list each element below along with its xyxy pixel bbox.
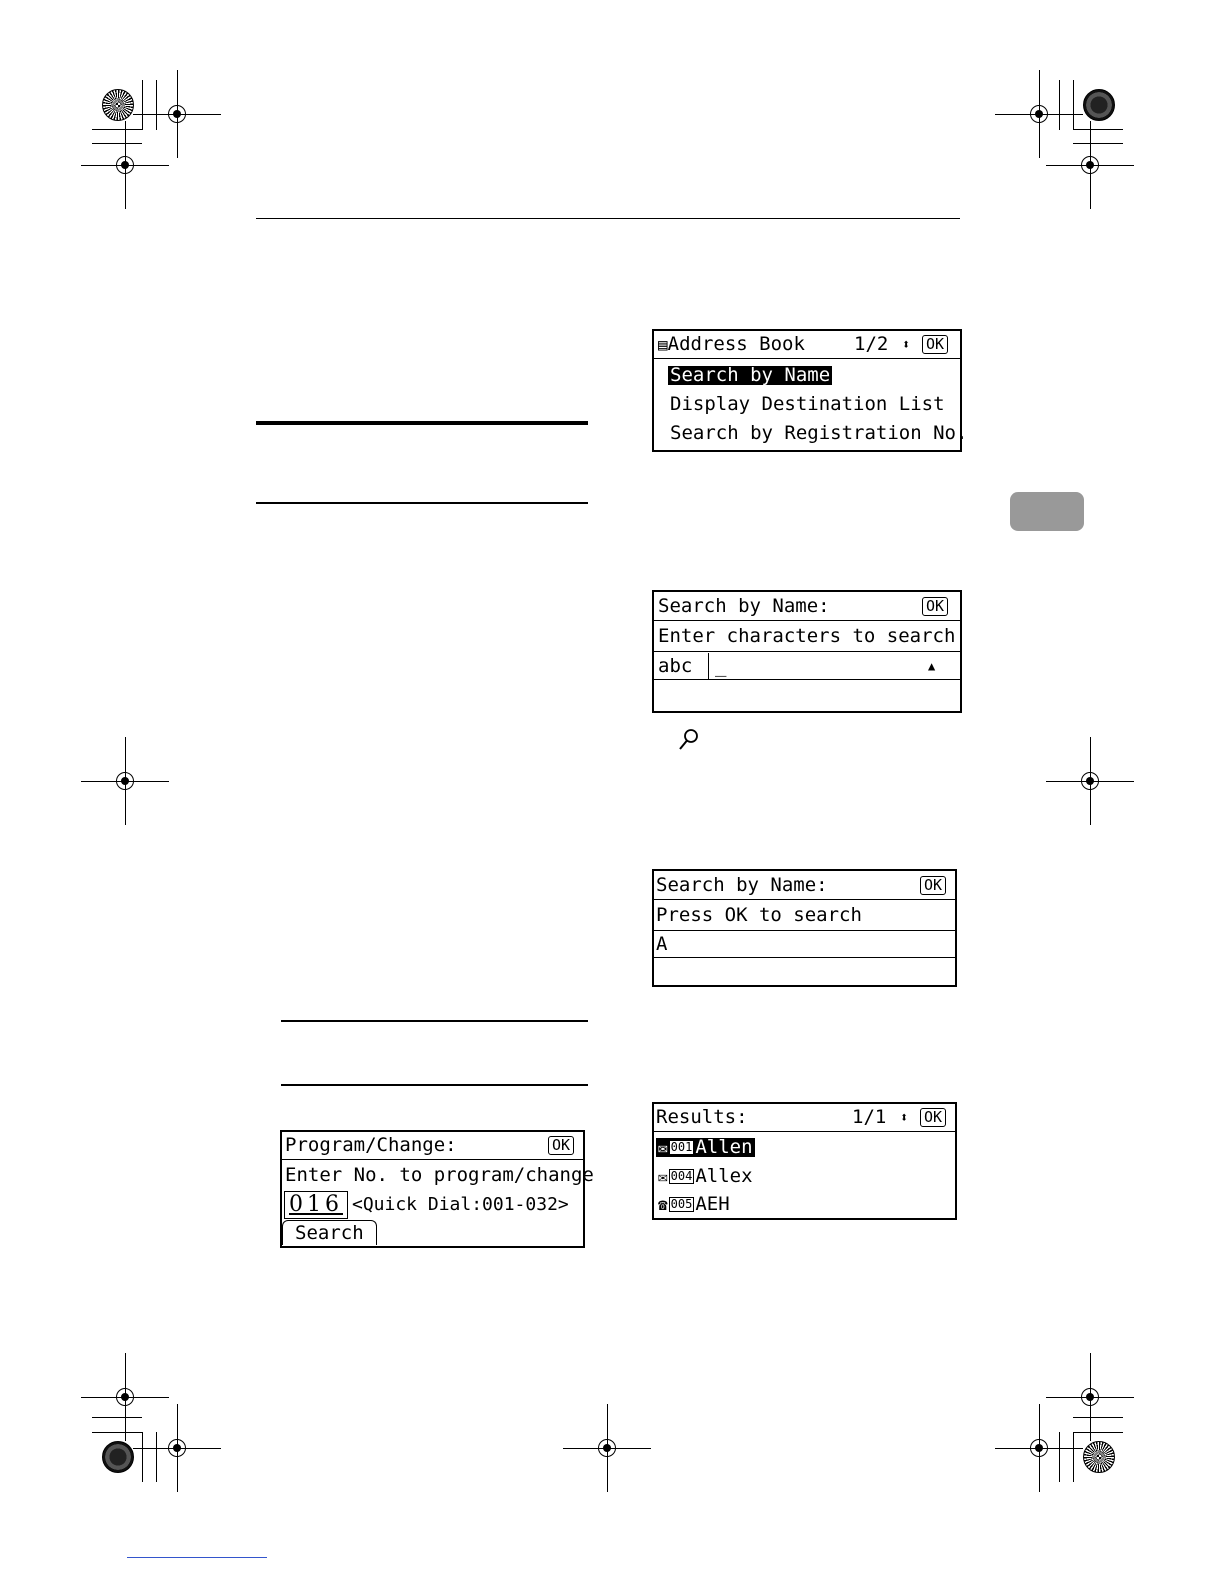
- ok-button[interactable]: OK: [920, 1108, 946, 1127]
- note-rule-top: [281, 1020, 588, 1022]
- crop-line: [142, 80, 143, 130]
- result-name: Allen: [695, 1136, 753, 1158]
- result-name: AEH: [695, 1193, 730, 1215]
- color-target-disc: [102, 89, 134, 121]
- fax-email-icon: ✉: [658, 1166, 668, 1186]
- color-target-disc: [1083, 89, 1115, 121]
- crop-line: [156, 1432, 157, 1482]
- page-indicator: 1/2: [854, 333, 889, 355]
- crop-line: [92, 143, 142, 144]
- color-target-disc: [102, 1441, 134, 1473]
- scroll-arrows-icon: ⬍: [902, 336, 911, 353]
- phone-icon: ☎: [658, 1194, 668, 1214]
- scroll-arrows-icon: ⬍: [900, 1109, 909, 1126]
- crop-line: [1073, 1417, 1123, 1418]
- crop-line: [1073, 129, 1123, 130]
- arrow-up-icon: ▲: [928, 659, 936, 673]
- registration-number: 004: [670, 1169, 693, 1183]
- lcd-search-by-name-entry: [652, 590, 962, 713]
- search-input[interactable]: A: [656, 932, 668, 955]
- quick-dial-number-input[interactable]: 016: [284, 1191, 348, 1219]
- crop-line: [156, 80, 157, 130]
- registration-number: 005: [670, 1197, 693, 1211]
- screen-title: Search by Name:: [656, 873, 828, 896]
- crop-line: [1073, 143, 1123, 144]
- crop-line: [1073, 1432, 1123, 1433]
- prompt-text: Press OK to search: [656, 904, 862, 926]
- screen-title: Program/Change:: [285, 1134, 457, 1156]
- lcd-results: [652, 1102, 957, 1220]
- page-indicator: 1/1: [852, 1106, 887, 1128]
- quick-dial-range: <Quick Dial:001-032>: [352, 1194, 569, 1215]
- crop-line: [1073, 80, 1074, 130]
- lcd-program-change: [280, 1130, 594, 1248]
- link-underline: [127, 1557, 267, 1558]
- result-row[interactable]: [654, 1191, 955, 1218]
- search-tab[interactable]: Search: [282, 1220, 377, 1245]
- result-row[interactable]: [654, 1134, 955, 1161]
- section-rule: [256, 502, 588, 504]
- chapter-tab: [1010, 492, 1084, 531]
- menu-item-search-by-registration-no[interactable]: Search by Registration No.: [670, 421, 968, 444]
- crop-line: [92, 1432, 142, 1433]
- prompt-text: Enter characters to search: [658, 625, 956, 647]
- result-row-selected[interactable]: [656, 1138, 755, 1157]
- section-rule-thick: [256, 421, 588, 425]
- result-name: Allex: [695, 1165, 753, 1187]
- screen-title: Results:: [656, 1106, 748, 1128]
- menu-item-display-destination-list[interactable]: Display Destination List: [670, 392, 945, 415]
- crop-line: [142, 1432, 143, 1482]
- lcd-address-book: [652, 329, 968, 452]
- reference-magnifier-icon: [678, 728, 700, 756]
- fax-email-icon: ✉: [658, 1137, 668, 1157]
- crop-line: [1059, 1432, 1060, 1482]
- menu-item-search-by-name[interactable]: Search by Name: [670, 363, 831, 386]
- search-input[interactable]: _: [715, 654, 727, 677]
- crop-line: [1073, 1432, 1074, 1482]
- crop-line: [1059, 80, 1060, 130]
- prompt-text: Enter No. to program/change: [285, 1164, 594, 1186]
- result-row[interactable]: [654, 1163, 955, 1190]
- color-target-disc: [1083, 1441, 1115, 1473]
- crop-line: [92, 129, 142, 130]
- ok-button[interactable]: OK: [548, 1136, 574, 1155]
- input-mode[interactable]: abc: [654, 653, 709, 679]
- header-rule: [256, 218, 960, 219]
- lcd-search-by-name-confirm: [652, 869, 957, 987]
- ok-button[interactable]: OK: [922, 597, 948, 616]
- note-rule-bottom: [281, 1084, 588, 1086]
- menu-list-icon: ▤: [658, 334, 668, 354]
- screen-title: Address Book: [667, 333, 805, 355]
- ok-button[interactable]: OK: [922, 335, 948, 354]
- ok-button[interactable]: OK: [920, 876, 946, 895]
- screen-title: Search by Name:: [658, 594, 830, 617]
- registration-number: 001: [670, 1140, 693, 1154]
- crop-line: [92, 1417, 142, 1418]
